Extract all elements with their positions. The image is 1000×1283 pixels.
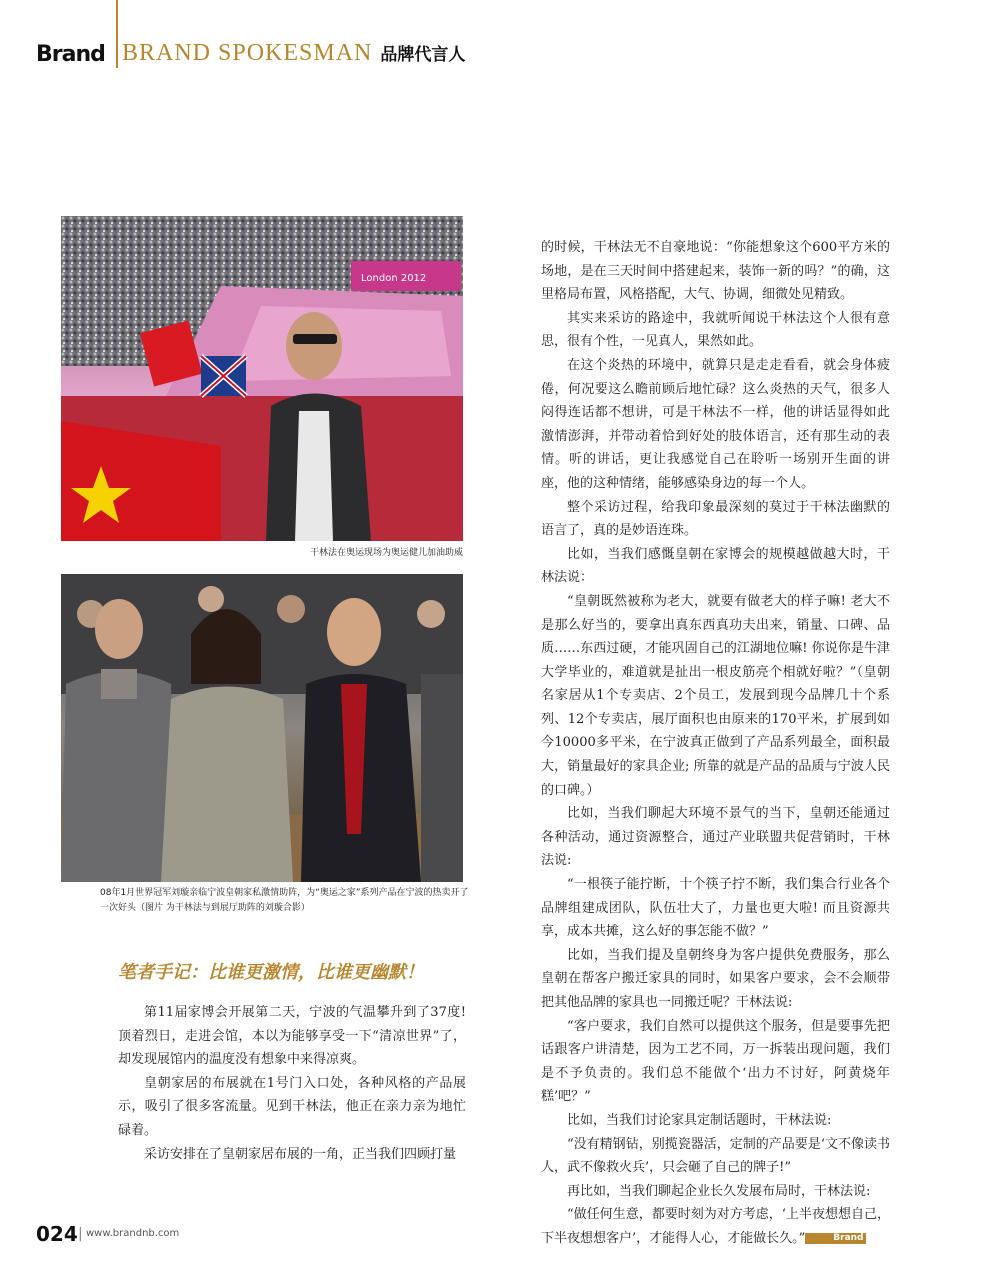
brand-logo: Brand	[36, 42, 105, 67]
right-paragraph: “客户要求，我们自然可以提供这个服务，但是要事先把话跟客户讲清楚，因为工艺不同，万一拆装出现问题，我们是不予负责的。我们总不能做个‘出力不讨好，阿黄烧年糕’吧？”	[541, 1018, 890, 1105]
left-paragraph: 皇朝家居的布展就在1号门入口处，各种风格的产品展示，吸引了很多客流量。见到干林法，他正在亲力亲为地忙碌着。	[118, 1075, 466, 1138]
right-column	[541, 236, 890, 1251]
right-paragraph: 整个采访过程，给我印象最深刻的莫过于干林法幽默的语言了，真的是妙语连珠。	[541, 499, 890, 539]
right-paragraph: 比如，当我们提及皇朝终身为客户提供免费服务，那么皇朝在帮客户搬迁家具的同时，如果客户要求，会不会顺带把其他品牌的家具也一同搬迁呢？干林法说:	[541, 947, 890, 1010]
right-paragraph: “一根筷子能拧断，十个筷子拧不断，我们集合行业各个品牌组建成团队，队伍壮大了，力量也更大啦! 而且资源共享，成本共摊，这么好的事怎能不做？”	[541, 877, 890, 940]
left-column	[118, 1001, 466, 1166]
group-photo-illustration	[61, 574, 463, 882]
olympics-photo-illustration	[61, 216, 463, 541]
photo2-caption: 08年1月世界冠军刘璇亲临宁波皇朝家私激情助阵，为“奥运之家”系列产品在宁波的热卖开了一次好头（图片 为干林法与到展厅助阵的刘璇合影）	[100, 888, 469, 913]
right-paragraph: 再比如，当我们聊起企业长久发展布局时，干林法说:	[567, 1183, 871, 1199]
right-paragraph: 其实来采访的路途中，我就听闻说干林法这个人很有意思，很有个性，一见真人，果然如此。	[541, 310, 890, 350]
website-link[interactable]: www.brandnb.com	[86, 1228, 180, 1239]
right-paragraph: “皇朝既然被称为老大，就要有做老大的样子嘛! 老大不是那么好当的，要拿出真东西真功夫出来，销量、口碑、品质……东西过硬，才能巩固自己的江湖地位嘛! 你说你是牛津大学毕业的，难道就是扯出一根皮筋亮个相就好啦？”（皇朝名家居从1个专卖店、2个员工，发展到现今品牌几十个系列、12个专卖店，展厅面积也由原来的170平米，扩展到如今10000多平米，在宁波真正做到了产品系列最全，面积最大，销量最好的家具企业; 所靠的就是产品的品质与宁波人民的口碑。）	[541, 593, 890, 798]
right-paragraph: 比如，当我们聊起大环境不景气的当下，皇朝还能通过各种活动，通过资源整合，通过产业联盟共促营销时，干林法说:	[541, 806, 890, 869]
london-2012-sign: London 2012	[361, 273, 427, 284]
right-paragraph: “没有精钢钻，别揽瓷器活，定制的产品要是‘文不像读书人，武不像救火兵’，只会砸了自己的牌子!”	[541, 1136, 890, 1176]
footer-separator: |	[78, 1226, 83, 1242]
end-mark-logo: Brand	[805, 1233, 865, 1244]
olympics-photo	[61, 216, 463, 541]
right-paragraph: 在这个炎热的环境中，就算只是走走看看，就会身体疲倦，何况要这么瞻前顾后地忙碌？这么炎热的天气，很多人闷得连话都不想讲，可是干林法不一样，他的讲话显得如此激情澎湃，并带动着恰到好处的肢体语言，还有那生动的表情。听的讲话，更让我感觉自己在聆听一场别开生面的讲座，他的这种情绪，能够感染身边的每一个人。	[541, 357, 890, 491]
section-title-cn: 品牌代言人	[380, 45, 466, 65]
right-paragraph-last	[541, 1203, 890, 1250]
section-title-en: BRAND SPOKESMAN	[122, 40, 373, 66]
group-photo	[61, 574, 463, 882]
left-paragraph: 第11届家博会开展第二天，宁波的气温攀升到了37度!顶着烈日，走进会馆，本以为能够享受一下“清凉世界”了，却发现展馆内的温度没有想象中来得凉爽。	[118, 1005, 466, 1068]
left-paragraph: 采访安排在了皇朝家居布展的一角，正当我们四顾打量	[144, 1146, 457, 1162]
right-paragraph: 比如，当我们讨论家具定制话题时，干林法说:	[567, 1112, 832, 1128]
section-title	[122, 40, 465, 67]
note-title: 笔者手记：比谁更激情，比谁更幽默！	[118, 962, 424, 983]
photo1-caption: 干林法在奥运现场为奥运健儿加油助威	[309, 548, 463, 558]
right-paragraph: 的时候，干林法无不自豪地说：“你能想象这个600平方米的场地，是在三天时间中搭建起来，装饰一新的吗？”的确，这里格局布置，风格搭配，大气、协调，细微处见精致。	[541, 240, 890, 303]
page-number: 024	[36, 1222, 78, 1246]
right-paragraph: 比如，当我们感慨皇朝在家博会的规模越做越大时，干林法说：	[541, 546, 890, 586]
header-divider	[116, 0, 118, 68]
closing-quote: “做任何生意，都要时刻为对方考虑，‘上半夜想想自己，下半夜想想客户’，才能得人心，才能做长久。”	[541, 1207, 890, 1246]
